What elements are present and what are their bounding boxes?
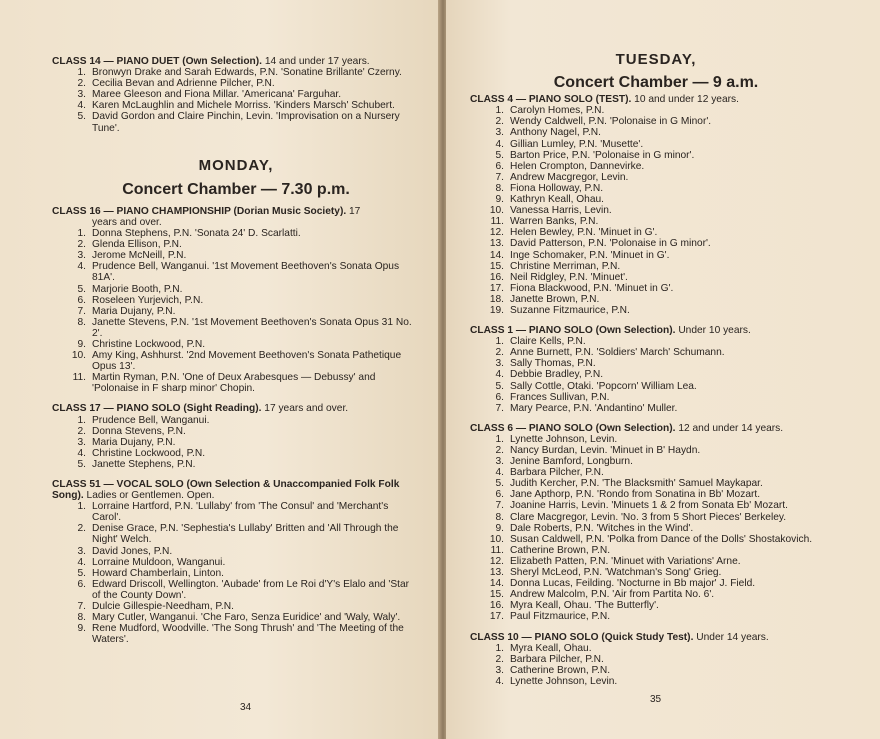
item-text: Gillian Lumley, P.N. 'Musette'. <box>510 138 644 150</box>
item-text: Lorraine Hartford, P.N. 'Lullaby' from 'The Consul' and 'Merchant's Carol'. <box>92 501 389 524</box>
item-number: 3. <box>495 456 504 468</box>
list-item <box>470 589 842 600</box>
item-number: 7. <box>495 500 504 512</box>
item-number: 3. <box>495 127 504 139</box>
item-number: 7. <box>495 171 504 183</box>
item-text: Andrew Malcolm, P.N. 'Air from Partita No. 6'. <box>510 589 715 601</box>
list-item <box>470 172 842 183</box>
list-item <box>52 437 420 448</box>
class-eligibility: 10 and under 12 years. <box>634 94 739 106</box>
item-text: Claire Kells, P.N. <box>510 336 586 348</box>
item-number: 14. <box>489 249 504 261</box>
list-item <box>470 336 842 347</box>
item-text: Myra Keall, Ohau. 'The Butterfly'. <box>510 600 659 612</box>
item-number: 6. <box>77 578 86 590</box>
list-item <box>52 339 420 350</box>
class-heading <box>470 632 842 643</box>
item-text: Maria Dujany, P.N. <box>92 436 176 448</box>
entry-list <box>470 105 842 316</box>
list-item <box>470 272 842 283</box>
list-item <box>470 205 842 216</box>
item-number: 16. <box>489 271 504 283</box>
item-number: 12. <box>489 227 504 239</box>
item-text: Joanine Harris, Levin. 'Minuets 1 & 2 from Sonata Eb' Mozart. <box>510 500 788 512</box>
entry-list <box>470 336 842 414</box>
item-text: Karen McLaughlin and Michele Morriss. 'Kinders Marsch' Schubert. <box>92 100 395 112</box>
list-item <box>470 556 842 567</box>
item-number: 3. <box>495 664 504 676</box>
list-item <box>470 150 842 161</box>
item-text: Andrew Macgregor, Levin. <box>510 171 629 183</box>
item-text: Helen Bewley, P.N. 'Minuet in G'. <box>510 227 658 239</box>
item-number: 6. <box>495 391 504 403</box>
day-heading: MONDAY, <box>198 156 274 174</box>
item-text: Christine Lockwood, P.N. <box>92 338 206 350</box>
item-number: 4. <box>495 675 504 687</box>
item-text: Dale Roberts, P.N. 'Witches in the Wind'. <box>510 522 694 534</box>
item-number: 10. <box>71 350 86 362</box>
item-number: 1. <box>77 228 86 240</box>
item-number: 11. <box>490 216 504 228</box>
item-text: Christine Merriman, P.N. <box>510 260 621 272</box>
class-eligibility: Ladies or Gentlemen. Open. <box>86 490 215 502</box>
item-number: 5. <box>77 283 86 295</box>
item-number: 8. <box>77 612 86 624</box>
item-text: Martin Ryman, P.N. 'One of Deux Arabesques — Debussy' and 'Polonaise in F sharp minor' Chopin. <box>92 372 376 395</box>
item-text: David Jones, P.N. <box>92 545 173 557</box>
item-text: Frances Sullivan, P.N. <box>510 391 610 403</box>
item-number: 3. <box>77 545 86 557</box>
item-text: Wendy Caldwell, P.N. 'Polonaise in G Minor'. <box>510 116 712 128</box>
item-text: Sally Thomas, P.N. <box>510 358 596 370</box>
item-number: 2. <box>77 78 86 90</box>
item-number: 5. <box>77 458 86 470</box>
item-text: Debbie Bradley, P.N. <box>510 369 604 381</box>
list-item <box>52 306 420 317</box>
list-item <box>52 501 420 523</box>
item-text: David Patterson, P.N. 'Polonaise in G minor'. <box>510 238 711 250</box>
right-page-content <box>470 51 842 687</box>
item-text: Judith Kercher, P.N. 'The Blacksmith' Samuel Maykapar. <box>510 478 763 490</box>
item-number: 1. <box>77 67 86 79</box>
class-heading <box>52 479 420 501</box>
entry-list <box>52 228 420 394</box>
item-number: 9. <box>495 522 504 534</box>
item-number: 4. <box>77 447 86 459</box>
list-item <box>470 392 842 403</box>
entry-list <box>470 643 842 687</box>
venue-heading: Concert Chamber — 7.30 p.m. <box>122 180 350 198</box>
item-number: 1. <box>77 501 86 513</box>
list-item <box>52 78 420 89</box>
list-item <box>470 489 842 500</box>
class-eligibility: 17 years and over. <box>264 403 349 415</box>
item-text: Jane Apthorp, P.N. 'Rondo from Sonatina in Bb' Mozart. <box>510 489 761 501</box>
item-text: Dulcie Gillespie-Needham, P.N. <box>92 601 234 613</box>
item-text: Barbara Pilcher, P.N. <box>510 653 604 665</box>
list-item <box>470 294 842 305</box>
list-item <box>470 578 842 589</box>
item-number: 1. <box>495 336 504 348</box>
class-eligibility: 14 and under 17 years. <box>264 56 370 67</box>
item-number: 2. <box>495 347 504 359</box>
item-text: David Gordon and Claire Pinchin, Levin. 'Improvisation on a Nursery Tune'. <box>92 111 400 134</box>
item-text: Kathryn Keall, Ohau. <box>510 194 605 206</box>
list-item <box>470 183 842 194</box>
item-number: 2. <box>77 523 86 535</box>
list-item <box>470 238 842 249</box>
list-item <box>470 216 842 227</box>
item-text: Jerome McNeill, P.N. <box>92 250 187 262</box>
item-text: Elizabeth Patten, P.N. 'Minuet with Variations' Arne. <box>510 555 741 567</box>
item-text: Lynette Johnson, Levin. <box>510 675 618 687</box>
list-item <box>52 317 420 339</box>
list-item <box>470 523 842 534</box>
list-item <box>52 67 420 78</box>
list-item <box>52 459 420 470</box>
class-title: CLASS 14 — PIANO DUET (Own Selection). <box>52 56 263 67</box>
list-item <box>470 545 842 556</box>
list-item <box>52 250 420 261</box>
class-title: CLASS 1 — PIANO SOLO (Own Selection). <box>470 325 676 337</box>
item-number: 7. <box>77 305 86 317</box>
item-number: 5. <box>495 149 504 161</box>
list-item <box>470 305 842 316</box>
item-number: 6. <box>495 160 504 172</box>
list-item <box>470 434 842 445</box>
item-number: 4. <box>495 467 504 479</box>
item-number: 8. <box>77 316 86 328</box>
list-item <box>470 250 842 261</box>
item-number: 11. <box>490 544 504 556</box>
left-page-content <box>52 56 420 645</box>
list-item <box>470 116 842 127</box>
list-item <box>52 111 420 133</box>
item-text: Roseleen Yurjevich, P.N. <box>92 294 204 306</box>
item-text: Christine Lockwood, P.N. <box>92 447 206 459</box>
entry-list <box>52 415 420 470</box>
item-number: 5. <box>77 567 86 579</box>
list-item <box>52 350 420 372</box>
item-number: 5. <box>495 478 504 490</box>
item-text: Janette Stephens, P.N. <box>92 458 196 470</box>
item-number: 18. <box>489 293 504 305</box>
entry-list <box>470 434 842 623</box>
item-number: 2. <box>495 653 504 665</box>
list-item <box>52 546 420 557</box>
class-title: CLASS 4 — PIANO SOLO (TEST). <box>470 94 632 106</box>
list-item <box>52 448 420 459</box>
item-number: 1. <box>495 433 504 445</box>
list-item <box>470 665 842 676</box>
item-number: 5. <box>495 380 504 392</box>
entry-list <box>52 67 420 134</box>
day-heading: TUESDAY, <box>615 51 697 68</box>
item-number: 6. <box>77 294 86 306</box>
item-text: Sheryl McLeod, P.N. 'Watchman's Song' Grieg. <box>510 567 722 579</box>
item-text: Neil Ridgley, P.N. 'Minuet'. <box>510 271 628 283</box>
item-text: Catherine Brown, P.N. <box>510 544 611 556</box>
item-text: Carolyn Homes, P.N. <box>510 105 605 117</box>
list-item <box>470 478 842 489</box>
item-number: 2. <box>77 239 86 251</box>
item-text: Donna Stephens, P.N. 'Sonata 24' D. Scarlatti. <box>92 228 301 240</box>
item-text: Barton Price, P.N. 'Polonaise in G minor'. <box>510 149 695 161</box>
item-number: 6. <box>495 489 504 501</box>
list-item <box>52 426 420 437</box>
list-item <box>470 161 842 172</box>
item-text: Susan Caldwell, P.N. 'Polka from Dance of the Dolls' Shostakovich. <box>510 533 813 545</box>
class-eligibility-cont: years and over. <box>92 216 162 228</box>
list-item <box>470 500 842 511</box>
list-item <box>52 284 420 295</box>
item-number: 1. <box>77 414 86 426</box>
item-text: Glenda Ellison, P.N. <box>92 239 182 251</box>
list-item <box>470 283 842 294</box>
list-item <box>52 623 420 645</box>
list-item <box>52 261 420 283</box>
item-number: 7. <box>495 402 504 414</box>
item-number: 8. <box>495 182 504 194</box>
item-text: Vanessa Harris, Levin. <box>510 205 612 217</box>
item-number: 11. <box>72 372 86 384</box>
item-number: 3. <box>77 89 86 101</box>
list-item <box>470 369 842 380</box>
item-number: 13. <box>489 567 504 579</box>
item-number: 16. <box>489 600 504 612</box>
item-text: Clare Macgregor, Levin. 'No. 3 from 5 Short Pieces' Berkeley. <box>510 511 787 523</box>
item-text: Marjorie Booth, P.N. <box>92 283 183 295</box>
item-number: 17. <box>489 611 504 623</box>
item-text: Bronwyn Drake and Sarah Edwards, P.N. 'Sonatine Brillante' Czerny. <box>92 67 402 79</box>
list-item <box>470 381 842 392</box>
list-item <box>52 523 420 545</box>
item-number: 1. <box>495 642 504 654</box>
item-number: 19. <box>489 304 504 316</box>
item-number: 4. <box>77 556 86 568</box>
item-number: 13. <box>489 238 504 250</box>
class-heading <box>470 423 842 434</box>
item-text: Amy King, Ashhurst. '2nd Movement Beethoven's Sonata Pathetique Opus 13'. <box>92 350 402 373</box>
item-number: 4. <box>77 261 86 273</box>
item-text: Howard Chamberlain, Linton. <box>92 567 224 579</box>
list-item <box>470 445 842 456</box>
venue-heading: Concert Chamber — 9 a.m. <box>553 74 759 92</box>
list-item <box>52 228 420 239</box>
class-heading <box>52 206 420 228</box>
page-number: 35 <box>650 694 662 705</box>
item-number: 7. <box>77 601 86 613</box>
item-text: Sally Cottle, Otaki. 'Popcorn' William Lea. <box>510 380 697 392</box>
item-text: Suzanne Fitzmaurice, P.N. <box>510 304 630 316</box>
class-eligibility: 17 <box>349 205 361 217</box>
item-text: Nancy Burdan, Levin. 'Minuet in B' Haydn. <box>510 445 701 456</box>
item-text: Fiona Blackwood, P.N. 'Minuet in G'. <box>510 282 674 294</box>
item-text: Mary Cutler, Wanganui. 'Che Faro, Senza Euridice' and 'Waly, Waly'. <box>92 612 401 624</box>
item-number: 4. <box>495 138 504 150</box>
list-item <box>470 611 842 622</box>
class-eligibility: Under 10 years. <box>678 325 751 337</box>
list-item <box>52 612 420 623</box>
item-text: Fiona Holloway, P.N. <box>510 182 604 194</box>
class-title: CLASS 10 — PIANO SOLO (Quick Study Test). <box>470 631 694 643</box>
list-item <box>470 105 842 116</box>
item-text: Mary Pearce, P.N. 'Andantino' Muller. <box>510 402 678 414</box>
item-text: Prudence Bell, Wanganui. '1st Movement Beethoven's Sonata Opus 81A'. <box>92 261 400 284</box>
item-text: Janette Brown, P.N. <box>510 293 600 305</box>
class-eligibility: Under 14 years. <box>696 631 769 643</box>
item-number: 9. <box>77 623 86 635</box>
item-text: Maree Gleeson and Fiona Millar. 'Americana' Farguhar. <box>92 89 342 101</box>
class-heading <box>470 325 842 336</box>
item-text: Inge Schomaker, P.N. 'Minuet in G'. <box>510 249 670 261</box>
item-text: Denise Grace, P.N. 'Sephestia's Lullaby' Britten and 'All Through the Night' Welch. <box>92 523 399 546</box>
item-text: Lynette Johnson, Levin. <box>510 433 618 445</box>
item-number: 5. <box>77 111 86 123</box>
list-item <box>52 557 420 568</box>
list-item <box>470 676 842 687</box>
list-item <box>52 415 420 426</box>
entry-list <box>52 501 420 645</box>
item-number: 3. <box>77 250 86 262</box>
list-item <box>470 643 842 654</box>
item-number: 14. <box>489 578 504 590</box>
item-text: Prudence Bell, Wanganui. <box>92 414 210 426</box>
list-item <box>470 127 842 138</box>
list-item <box>470 227 842 238</box>
item-text: Edward Driscoll, Wellington. 'Aubade' from Le Roi d'Y's Elalo and 'Star of the County Down'. <box>92 578 410 601</box>
item-text: Myra Keall, Ohau. <box>510 642 592 654</box>
item-number: 9. <box>495 194 504 206</box>
class-heading <box>470 94 842 105</box>
list-item <box>470 654 842 665</box>
class-title: CLASS 6 — PIANO SOLO (Own Selection). <box>470 422 676 434</box>
item-number: 9. <box>77 338 86 350</box>
list-item <box>470 600 842 611</box>
item-number: 3. <box>77 436 86 448</box>
item-number: 2. <box>495 116 504 128</box>
list-item <box>470 534 842 545</box>
item-text: Maria Dujany, P.N. <box>92 305 176 317</box>
item-number: 15. <box>489 589 504 601</box>
list-item <box>470 467 842 478</box>
list-item <box>52 100 420 111</box>
item-text: Warren Banks, P.N. <box>510 216 599 228</box>
list-item <box>52 568 420 579</box>
list-item <box>52 579 420 601</box>
list-item <box>470 194 842 205</box>
right-page <box>446 0 880 739</box>
item-text: Anne Burnett, P.N. 'Soldiers' March' Schumann. <box>510 347 725 359</box>
class-title: CLASS 17 — PIANO SOLO (Sight Reading). <box>52 403 262 415</box>
list-item <box>470 456 842 467</box>
item-number: 12. <box>489 555 504 567</box>
item-number: 15. <box>489 260 504 272</box>
list-item <box>52 372 420 394</box>
item-number: 1. <box>495 105 504 117</box>
class-heading <box>52 403 420 414</box>
list-item <box>52 601 420 612</box>
item-number: 2. <box>495 445 504 456</box>
class-title: CLASS 51 — VOCAL SOLO (Own Selection & Unaccompanied Folk Folk Song). <box>52 479 400 502</box>
item-number: 4. <box>495 369 504 381</box>
list-item <box>470 261 842 272</box>
class-title: CLASS 16 — PIANO CHAMPIONSHIP (Dorian Music Society). <box>52 205 347 217</box>
item-text: Anthony Nagel, P.N. <box>510 127 601 139</box>
item-text: Cecilia Bevan and Adrienne Pilcher, P.N. <box>92 78 275 90</box>
item-text: Paul Fitzmaurice, P.N. <box>510 611 611 623</box>
class-eligibility: 12 and under 14 years. <box>678 422 784 434</box>
class-heading <box>52 56 420 67</box>
item-number: 10. <box>489 533 504 545</box>
item-text: Janette Stevens, P.N. '1st Movement Beethoven's Sonata Opus 31 No. 2'. <box>92 316 412 339</box>
item-number: 4. <box>77 100 86 112</box>
list-item <box>470 567 842 578</box>
item-number: 10. <box>489 205 504 217</box>
list-item <box>470 403 842 414</box>
item-number: 17. <box>489 282 504 294</box>
list-item <box>470 358 842 369</box>
item-text: Rene Mudford, Woodville. 'The Song Thrush' and 'The Meeting of the Waters'. <box>92 623 404 646</box>
list-item <box>52 89 420 100</box>
item-text: Barbara Pilcher, P.N. <box>510 467 604 479</box>
list-item <box>52 295 420 306</box>
page-number: 34 <box>240 702 252 713</box>
item-text: Lorraine Muldoon, Wanganui. <box>92 556 226 568</box>
item-number: 3. <box>495 358 504 370</box>
item-text: Donna Lucas, Feilding. 'Nocturne in Bb major' J. Field. <box>510 578 756 590</box>
list-item <box>470 512 842 523</box>
item-text: Jenine Bamford, Longburn. <box>510 456 633 468</box>
item-text: Donna Stevens, P.N. <box>92 425 186 437</box>
item-number: 8. <box>495 511 504 523</box>
item-text: Helen Crompton, Dannevirke. <box>510 160 645 172</box>
item-text: Catherine Brown, P.N. <box>510 664 611 676</box>
list-item <box>470 347 842 358</box>
list-item <box>470 139 842 150</box>
item-number: 2. <box>77 425 86 437</box>
list-item <box>52 239 420 250</box>
